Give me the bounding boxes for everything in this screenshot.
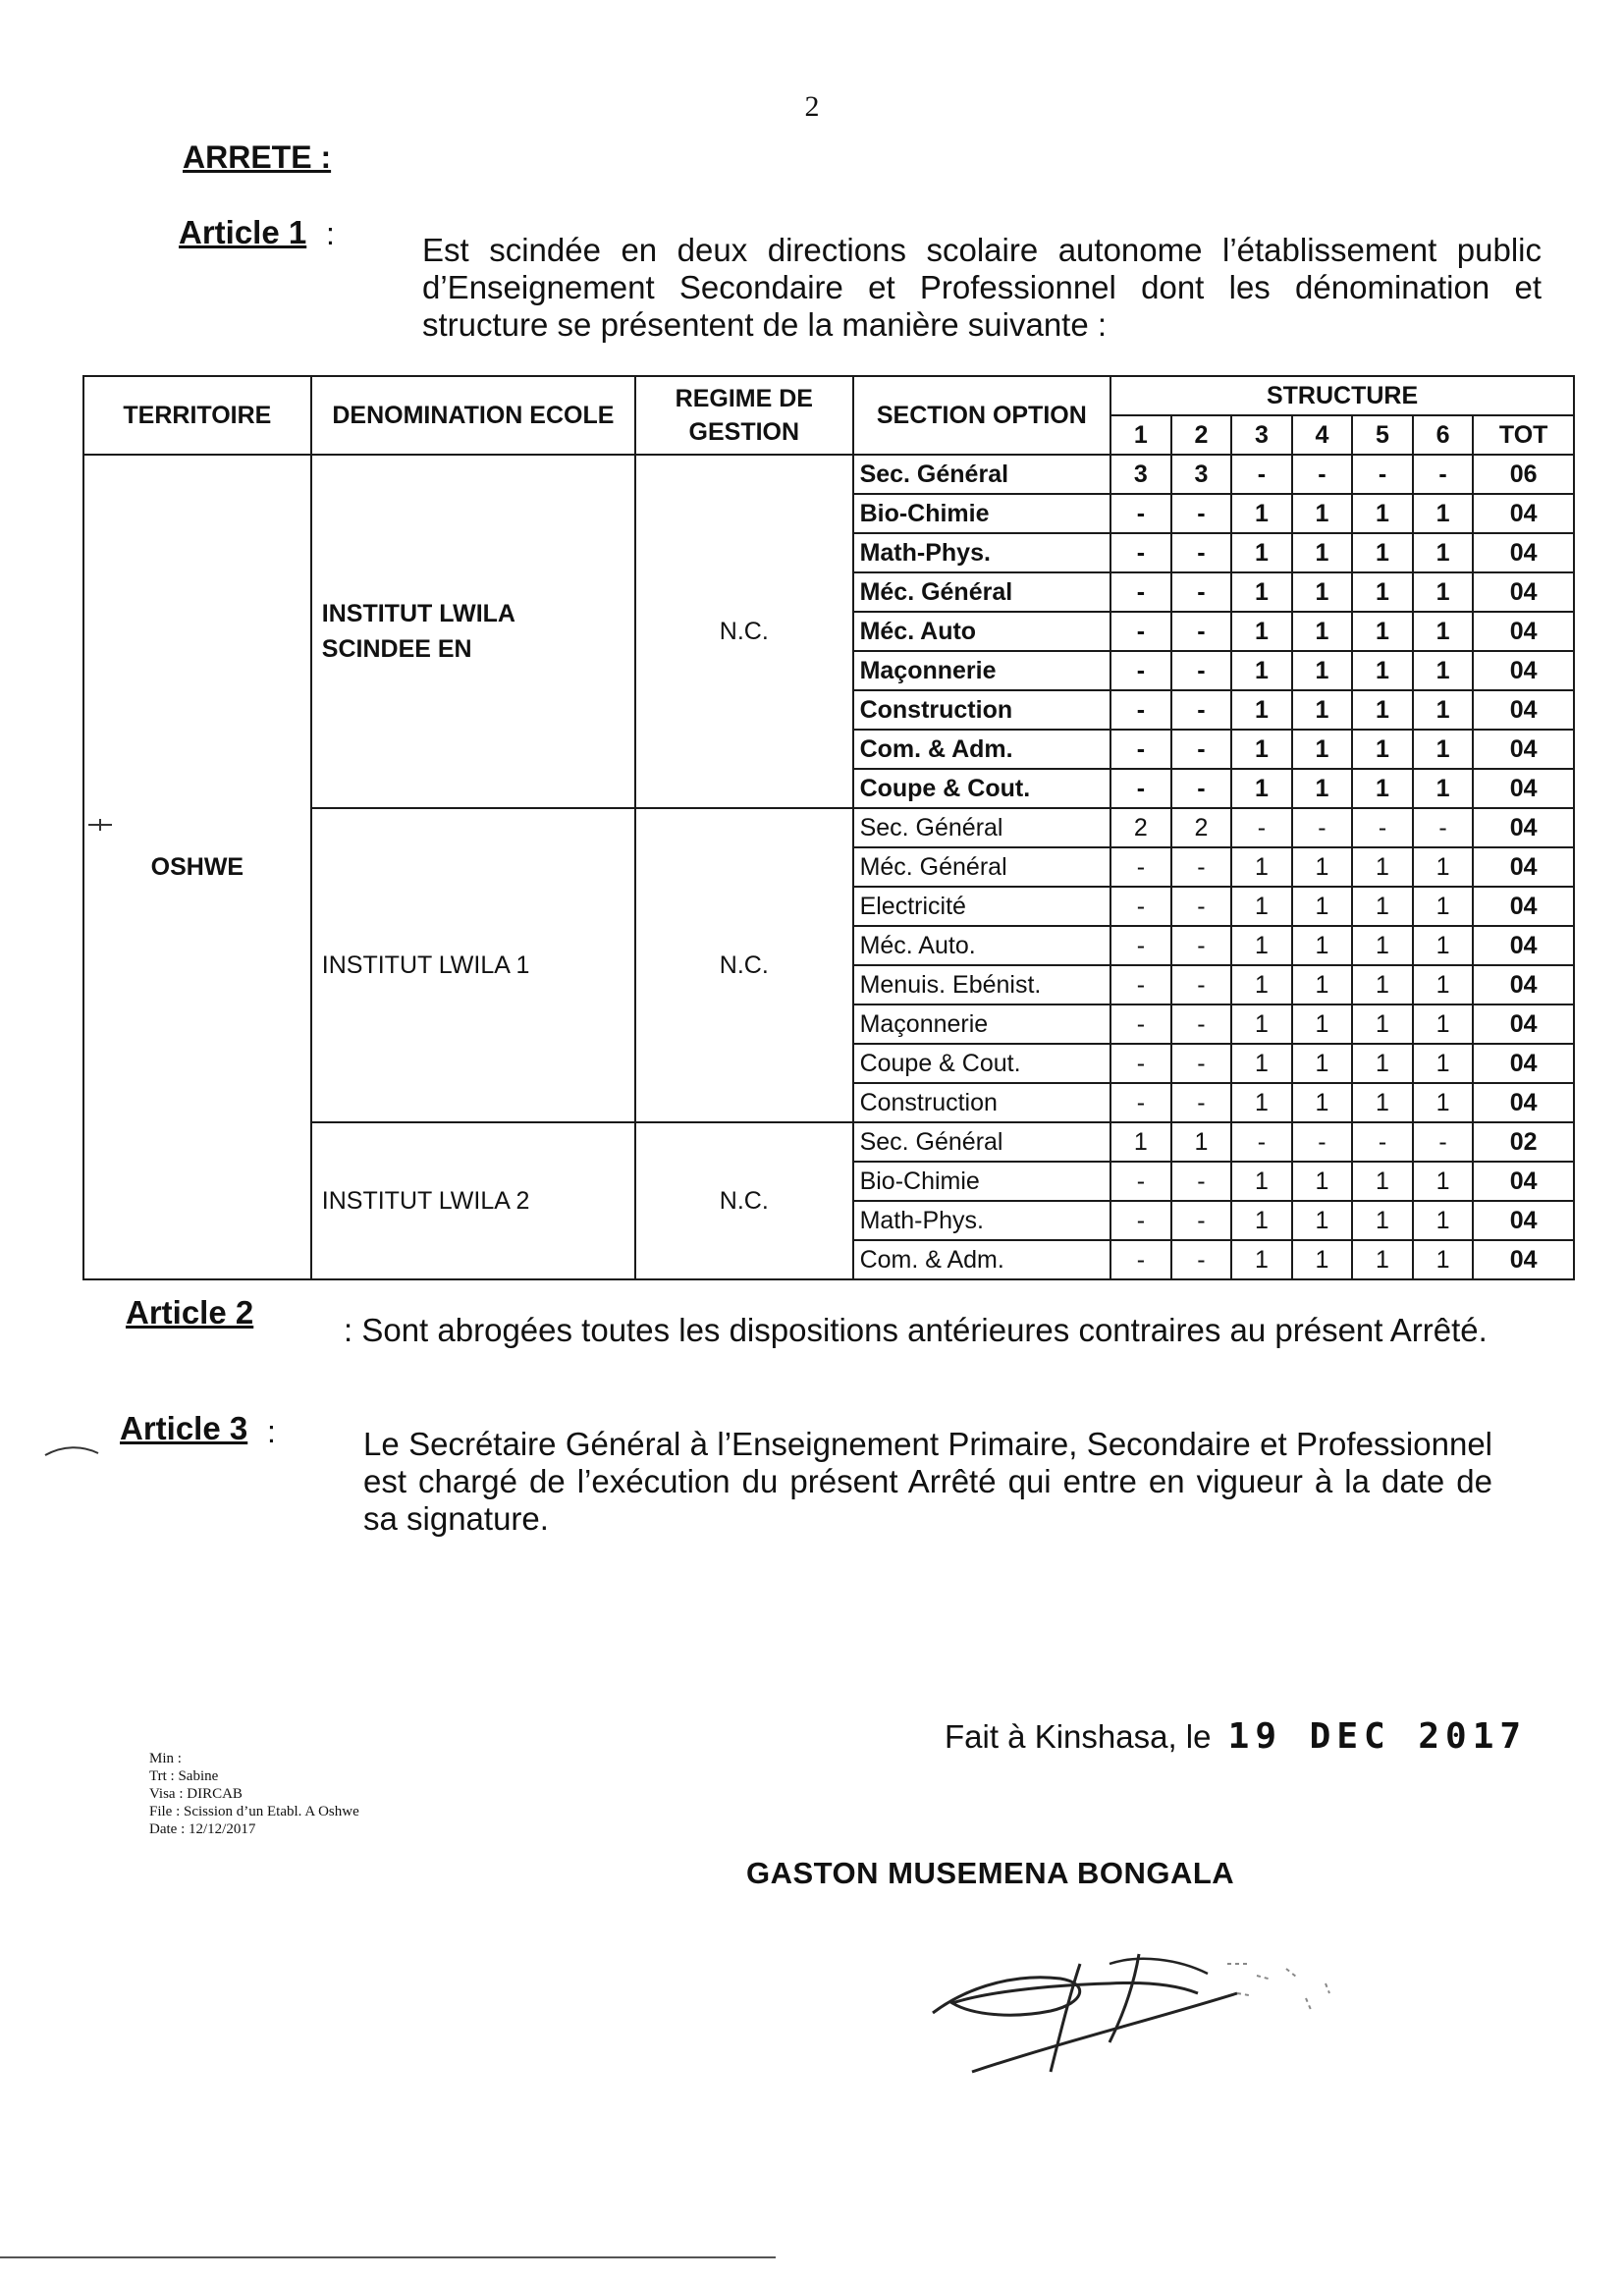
year-4-cell: - bbox=[1292, 1122, 1353, 1162]
year-6-cell: 1 bbox=[1413, 494, 1474, 533]
section-cell: Electricité bbox=[853, 887, 1111, 926]
section-cell: Math-Phys. bbox=[853, 533, 1111, 572]
table-body bbox=[83, 455, 1574, 1279]
year-6-cell: 1 bbox=[1413, 1004, 1474, 1044]
year-6-cell: 1 bbox=[1413, 926, 1474, 965]
year-5-cell: 1 bbox=[1352, 1240, 1413, 1279]
year-2-cell: - bbox=[1171, 690, 1232, 730]
margin-mark-icon bbox=[86, 815, 116, 835]
year-3-cell: 1 bbox=[1231, 1240, 1292, 1279]
year-5-cell: 1 bbox=[1352, 1201, 1413, 1240]
year-5-cell: 1 bbox=[1352, 1044, 1413, 1083]
article-1-colon: : bbox=[326, 216, 335, 251]
year-6-cell: - bbox=[1413, 808, 1474, 847]
meta-date: Date : 12/12/2017 bbox=[149, 1821, 256, 1837]
place-date-text: Fait à Kinshasa, le bbox=[945, 1718, 1212, 1755]
total-cell: 04 bbox=[1473, 533, 1574, 572]
header-year-6: 6 bbox=[1413, 415, 1474, 455]
year-1-cell: - bbox=[1110, 651, 1171, 690]
year-2-cell: - bbox=[1171, 1044, 1232, 1083]
place-date bbox=[945, 1716, 1527, 1757]
year-2-cell: 3 bbox=[1171, 455, 1232, 494]
year-6-cell: 1 bbox=[1413, 1162, 1474, 1201]
year-4-cell: 1 bbox=[1292, 730, 1353, 769]
year-3-cell: 1 bbox=[1231, 769, 1292, 808]
header-section: SECTION OPTION bbox=[853, 376, 1111, 455]
total-cell: 06 bbox=[1473, 455, 1574, 494]
section-cell: Coupe & Cout. bbox=[853, 769, 1111, 808]
territoire-cell: OSHWE bbox=[83, 455, 311, 1279]
year-6-cell: 1 bbox=[1413, 1240, 1474, 1279]
year-1-cell: - bbox=[1110, 572, 1171, 612]
meta-trt: Trt : Sabine bbox=[149, 1768, 219, 1784]
regime-cell: N.C. bbox=[635, 1122, 853, 1279]
year-1-cell: - bbox=[1110, 612, 1171, 651]
year-2-cell: - bbox=[1171, 494, 1232, 533]
year-3-cell: - bbox=[1231, 1122, 1292, 1162]
article-2-label bbox=[126, 1294, 253, 1331]
article-1-label bbox=[179, 214, 306, 251]
total-cell: 04 bbox=[1473, 847, 1574, 887]
total-cell: 04 bbox=[1473, 1044, 1574, 1083]
year-1-cell: - bbox=[1110, 690, 1171, 730]
year-5-cell: 1 bbox=[1352, 572, 1413, 612]
year-3-cell: 1 bbox=[1231, 926, 1292, 965]
year-5-cell: 1 bbox=[1352, 926, 1413, 965]
year-3-cell: 1 bbox=[1231, 1083, 1292, 1122]
year-4-cell: 1 bbox=[1292, 769, 1353, 808]
year-3-cell: 1 bbox=[1231, 1162, 1292, 1201]
year-2-cell: - bbox=[1171, 612, 1232, 651]
year-6-cell: 1 bbox=[1413, 847, 1474, 887]
year-3-cell: 1 bbox=[1231, 847, 1292, 887]
total-cell: 04 bbox=[1473, 769, 1574, 808]
year-4-cell: 1 bbox=[1292, 1004, 1353, 1044]
bottom-scan-line bbox=[0, 2256, 776, 2258]
header-structure: STRUCTURE bbox=[1110, 376, 1574, 415]
year-3-cell: 1 bbox=[1231, 690, 1292, 730]
year-2-cell: - bbox=[1171, 1162, 1232, 1201]
total-cell: 04 bbox=[1473, 1083, 1574, 1122]
section-cell: Sec. Général bbox=[853, 1122, 1111, 1162]
section-cell: Bio-Chimie bbox=[853, 494, 1111, 533]
year-1-cell: - bbox=[1110, 1083, 1171, 1122]
header-year-3: 3 bbox=[1231, 415, 1292, 455]
year-4-cell: 1 bbox=[1292, 572, 1353, 612]
year-1-cell: - bbox=[1110, 965, 1171, 1004]
total-cell: 04 bbox=[1473, 1004, 1574, 1044]
section-cell: Com. & Adm. bbox=[853, 1240, 1111, 1279]
year-4-cell: 1 bbox=[1292, 1201, 1353, 1240]
year-5-cell: 1 bbox=[1352, 1162, 1413, 1201]
total-cell: 04 bbox=[1473, 1201, 1574, 1240]
year-2-cell: - bbox=[1171, 887, 1232, 926]
year-6-cell: - bbox=[1413, 455, 1474, 494]
total-cell: 04 bbox=[1473, 887, 1574, 926]
year-4-cell: 1 bbox=[1292, 494, 1353, 533]
meta-file: File : Scission d’un Etabl. A Oshwe bbox=[149, 1804, 359, 1819]
year-3-cell: 1 bbox=[1231, 730, 1292, 769]
year-1-cell: - bbox=[1110, 730, 1171, 769]
year-6-cell: 1 bbox=[1413, 1044, 1474, 1083]
year-2-cell: - bbox=[1171, 926, 1232, 965]
total-cell: 04 bbox=[1473, 965, 1574, 1004]
year-2-cell: - bbox=[1171, 965, 1232, 1004]
year-6-cell: 1 bbox=[1413, 690, 1474, 730]
year-5-cell: 1 bbox=[1352, 494, 1413, 533]
year-1-cell: 2 bbox=[1110, 808, 1171, 847]
year-3-cell: - bbox=[1231, 455, 1292, 494]
year-4-cell: 1 bbox=[1292, 1162, 1353, 1201]
year-3-cell: 1 bbox=[1231, 1004, 1292, 1044]
header-year-2: 2 bbox=[1171, 415, 1232, 455]
year-3-cell: 1 bbox=[1231, 651, 1292, 690]
year-5-cell: - bbox=[1352, 808, 1413, 847]
school-cell: INSTITUT LWILA 2 bbox=[311, 1122, 635, 1279]
section-cell: Com. & Adm. bbox=[853, 730, 1111, 769]
article-3-text bbox=[363, 1426, 1492, 1538]
year-5-cell: 1 bbox=[1352, 651, 1413, 690]
year-3-cell: 1 bbox=[1231, 572, 1292, 612]
section-cell: Méc. Général bbox=[853, 572, 1111, 612]
total-cell: 04 bbox=[1473, 572, 1574, 612]
year-3-cell: 1 bbox=[1231, 965, 1292, 1004]
header-tot: TOT bbox=[1473, 415, 1574, 455]
header-year-1: 1 bbox=[1110, 415, 1171, 455]
year-2-cell: 2 bbox=[1171, 808, 1232, 847]
year-2-cell: - bbox=[1171, 1083, 1232, 1122]
meta-visa: Visa : DIRCAB bbox=[149, 1786, 243, 1802]
year-1-cell: - bbox=[1110, 887, 1171, 926]
year-2-cell: - bbox=[1171, 572, 1232, 612]
year-6-cell: 1 bbox=[1413, 572, 1474, 612]
header-year-5: 5 bbox=[1352, 415, 1413, 455]
year-1-cell: - bbox=[1110, 1004, 1171, 1044]
regime-cell: N.C. bbox=[635, 808, 853, 1122]
year-3-cell: 1 bbox=[1231, 533, 1292, 572]
year-2-cell: 1 bbox=[1171, 1122, 1232, 1162]
year-4-cell: 1 bbox=[1292, 690, 1353, 730]
section-cell: Sec. Général bbox=[853, 808, 1111, 847]
article-3-body: Le Secrétaire Général à l’Enseignement Primaire, Secondaire et Professionnel est chargé de l’exécution du présent Arrêté qui entre en vigueur à la date de sa signature. bbox=[363, 1426, 1492, 1537]
year-5-cell: 1 bbox=[1352, 965, 1413, 1004]
year-5-cell: 1 bbox=[1352, 1004, 1413, 1044]
year-1-cell: - bbox=[1110, 769, 1171, 808]
regime-cell: N.C. bbox=[635, 455, 853, 808]
article-2-body: : Sont abrogées toutes les dispositions antérieures contraires au présent Arrêté. bbox=[344, 1312, 1488, 1348]
year-6-cell: 1 bbox=[1413, 533, 1474, 572]
total-cell: 04 bbox=[1473, 1240, 1574, 1279]
total-cell: 04 bbox=[1473, 730, 1574, 769]
year-2-cell: - bbox=[1171, 1240, 1232, 1279]
year-3-cell: 1 bbox=[1231, 887, 1292, 926]
year-5-cell: 1 bbox=[1352, 847, 1413, 887]
meta-min: Min : bbox=[149, 1751, 182, 1766]
year-1-cell: - bbox=[1110, 533, 1171, 572]
year-5-cell: - bbox=[1352, 1122, 1413, 1162]
year-6-cell: 1 bbox=[1413, 1201, 1474, 1240]
year-4-cell: 1 bbox=[1292, 533, 1353, 572]
year-1-cell: - bbox=[1110, 1162, 1171, 1201]
page-number: 2 bbox=[804, 90, 820, 123]
signature-icon bbox=[913, 1925, 1424, 2091]
date-stamp: 19 DEC 2017 bbox=[1227, 1716, 1528, 1757]
school-cell: INSTITUT LWILA 1 bbox=[311, 808, 635, 1122]
article-2-text bbox=[344, 1312, 1492, 1349]
year-3-cell: 1 bbox=[1231, 1201, 1292, 1240]
section-cell: Menuis. Ebénist. bbox=[853, 965, 1111, 1004]
year-3-cell: 1 bbox=[1231, 1044, 1292, 1083]
year-5-cell: 1 bbox=[1352, 730, 1413, 769]
section-cell: Bio-Chimie bbox=[853, 1162, 1111, 1201]
year-6-cell: 1 bbox=[1413, 965, 1474, 1004]
article-1-text bbox=[422, 232, 1542, 344]
year-2-cell: - bbox=[1171, 847, 1232, 887]
header-territoire: TERRITOIRE bbox=[83, 376, 311, 455]
school-cell: INSTITUT LWILA SCINDEE EN bbox=[311, 455, 635, 808]
total-cell: 04 bbox=[1473, 808, 1574, 847]
section-cell: Construction bbox=[853, 690, 1111, 730]
article-2-label-text: Article 2 bbox=[126, 1294, 254, 1330]
year-4-cell: 1 bbox=[1292, 1044, 1353, 1083]
section-cell: Math-Phys. bbox=[853, 1201, 1111, 1240]
year-4-cell: - bbox=[1292, 455, 1353, 494]
meta-block bbox=[149, 1750, 359, 1838]
year-2-cell: - bbox=[1171, 651, 1232, 690]
total-cell: 04 bbox=[1473, 1162, 1574, 1201]
section-cell: Sec. Général bbox=[853, 455, 1111, 494]
year-5-cell: 1 bbox=[1352, 1083, 1413, 1122]
article-3-label bbox=[120, 1410, 247, 1447]
year-3-cell: - bbox=[1231, 808, 1292, 847]
year-3-cell: 1 bbox=[1231, 612, 1292, 651]
year-1-cell: - bbox=[1110, 1240, 1171, 1279]
arrete-heading: ARRETE : bbox=[183, 139, 332, 175]
year-6-cell: 1 bbox=[1413, 887, 1474, 926]
year-5-cell: - bbox=[1352, 455, 1413, 494]
year-1-cell: 1 bbox=[1110, 1122, 1171, 1162]
year-4-cell: - bbox=[1292, 808, 1353, 847]
year-2-cell: - bbox=[1171, 730, 1232, 769]
total-cell: 04 bbox=[1473, 926, 1574, 965]
year-1-cell: - bbox=[1110, 1044, 1171, 1083]
year-5-cell: 1 bbox=[1352, 887, 1413, 926]
year-4-cell: 1 bbox=[1292, 847, 1353, 887]
year-4-cell: 1 bbox=[1292, 651, 1353, 690]
section-cell: Méc. Général bbox=[853, 847, 1111, 887]
year-6-cell: 1 bbox=[1413, 730, 1474, 769]
structure-table-wrap bbox=[82, 375, 1575, 1280]
margin-mark-2-icon bbox=[43, 1441, 102, 1461]
year-4-cell: 1 bbox=[1292, 1240, 1353, 1279]
section-cell: Méc. Auto. bbox=[853, 926, 1111, 965]
year-4-cell: 1 bbox=[1292, 965, 1353, 1004]
year-4-cell: 1 bbox=[1292, 612, 1353, 651]
article-3-colon: : bbox=[267, 1414, 276, 1449]
year-5-cell: 1 bbox=[1352, 612, 1413, 651]
year-6-cell: 1 bbox=[1413, 651, 1474, 690]
year-5-cell: 1 bbox=[1352, 769, 1413, 808]
signer-name: GASTON MUSEMENA BONGALA bbox=[746, 1856, 1235, 1890]
year-2-cell: - bbox=[1171, 769, 1232, 808]
year-6-cell: 1 bbox=[1413, 612, 1474, 651]
article-1-label-text: Article 1 bbox=[179, 214, 307, 250]
structure-table bbox=[82, 375, 1575, 1280]
year-5-cell: 1 bbox=[1352, 690, 1413, 730]
section-cell: Méc. Auto bbox=[853, 612, 1111, 651]
article-1-body: Est scindée en deux directions scolaire autonome l’établissement public d’Enseignement Secondaire et Professionnel dont les dénomination et structure se présentent de la manière suivante : bbox=[422, 232, 1542, 343]
section-cell: Maçonnerie bbox=[853, 651, 1111, 690]
year-1-cell: - bbox=[1110, 494, 1171, 533]
year-1-cell: - bbox=[1110, 926, 1171, 965]
year-2-cell: - bbox=[1171, 1201, 1232, 1240]
year-5-cell: 1 bbox=[1352, 533, 1413, 572]
section-cell: Coupe & Cout. bbox=[853, 1044, 1111, 1083]
year-2-cell: - bbox=[1171, 533, 1232, 572]
year-6-cell: - bbox=[1413, 1122, 1474, 1162]
year-4-cell: 1 bbox=[1292, 1083, 1353, 1122]
year-4-cell: 1 bbox=[1292, 887, 1353, 926]
header-regime: REGIME DE GESTION bbox=[635, 376, 853, 455]
total-cell: 04 bbox=[1473, 651, 1574, 690]
header-year-4: 4 bbox=[1292, 415, 1353, 455]
article-3-label-text: Article 3 bbox=[120, 1410, 248, 1446]
year-1-cell: - bbox=[1110, 1201, 1171, 1240]
year-3-cell: 1 bbox=[1231, 494, 1292, 533]
header-denomination: DENOMINATION ECOLE bbox=[311, 376, 635, 455]
section-cell: Maçonnerie bbox=[853, 1004, 1111, 1044]
total-cell: 04 bbox=[1473, 612, 1574, 651]
table-row bbox=[83, 455, 1574, 494]
year-6-cell: 1 bbox=[1413, 1083, 1474, 1122]
year-1-cell: 3 bbox=[1110, 455, 1171, 494]
year-2-cell: - bbox=[1171, 1004, 1232, 1044]
year-6-cell: 1 bbox=[1413, 769, 1474, 808]
year-4-cell: 1 bbox=[1292, 926, 1353, 965]
total-cell: 04 bbox=[1473, 690, 1574, 730]
year-1-cell: - bbox=[1110, 847, 1171, 887]
total-cell: 02 bbox=[1473, 1122, 1574, 1162]
total-cell: 04 bbox=[1473, 494, 1574, 533]
section-cell: Construction bbox=[853, 1083, 1111, 1122]
